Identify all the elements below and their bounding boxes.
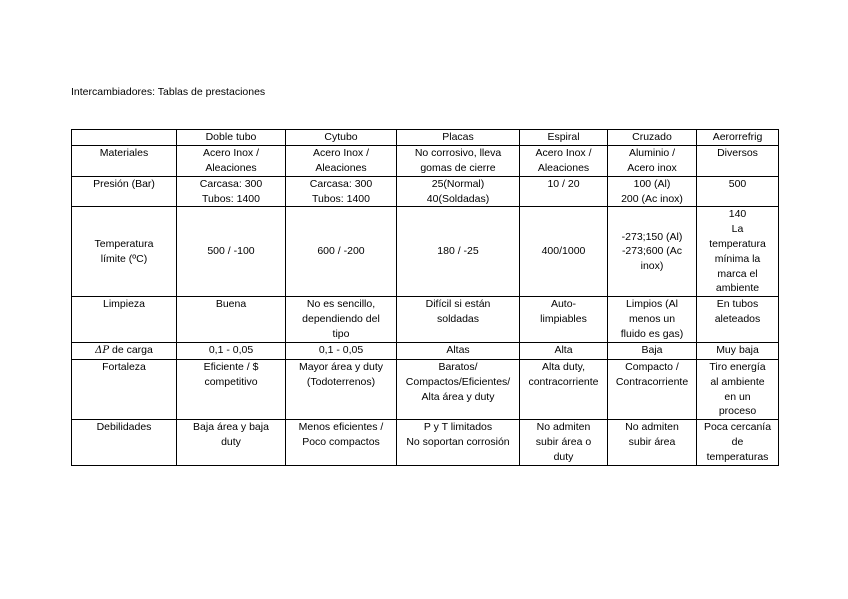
row-label-materiales: Materiales (72, 145, 177, 176)
row-label-limpieza: Limpieza (72, 297, 177, 343)
table-cell: Alta (520, 343, 608, 360)
table-cell: Baja área y baja duty (177, 420, 286, 465)
table-cell: 600 / -200 (286, 207, 397, 297)
table-cell: Difícil si están soldadas (397, 297, 520, 343)
column-header-cytubo: Cytubo (286, 130, 397, 146)
table-cell: Acero Inox / Aleaciones (286, 145, 397, 176)
delta-p-suffix: de carga (109, 344, 153, 357)
table-cell: No es sencillo, dependiendo del tipo (286, 297, 397, 343)
table-cell: 10 / 20 (520, 176, 608, 207)
table-cell: 0,1 - 0,05 (177, 343, 286, 360)
table-cell: No admiten subir área o duty (520, 420, 608, 465)
table-cell: Poca cercanía de temperaturas (697, 420, 779, 465)
column-header-espiral: Espiral (520, 130, 608, 146)
table-cell: Menos eficientes / Poco compactos (286, 420, 397, 465)
table-row (72, 176, 779, 207)
column-header-doble-tubo: Doble tubo (177, 130, 286, 146)
table-cell: Tiro energía al ambiente en un proceso (697, 359, 779, 419)
column-header-aerorrefrig: Aerorrefrig (697, 130, 779, 146)
table-cell: 0,1 - 0,05 (286, 343, 397, 360)
row-label-fortaleza: Fortaleza (72, 359, 177, 419)
table-cell: Acero Inox / Aleaciones (177, 145, 286, 176)
table-cell: Limpios (Al menos un fluido es gas) (608, 297, 697, 343)
table-cell: 400/1000 (520, 207, 608, 297)
table-cell: Baratos/ Compactos/Eficientes/ Alta área y duty (397, 359, 520, 419)
page-title: Intercambiadores: Tablas de prestaciones (71, 86, 266, 98)
table-cell: Buena (177, 297, 286, 343)
table-cell: Mayor área y duty (Todoterrenos) (286, 359, 397, 419)
table-cell: Carcasa: 300 Tubos: 1400 (177, 176, 286, 207)
table-cell: 180 / -25 (397, 207, 520, 297)
table-row (72, 359, 779, 419)
table-cell: 100 (Al) 200 (Ac inox) (608, 176, 697, 207)
row-label-debilidades: Debilidades (72, 420, 177, 465)
table-row (72, 145, 779, 176)
table-cell: -273;150 (Al) -273;600 (Ac inox) (608, 207, 697, 297)
table-cell: Carcasa: 300 Tubos: 1400 (286, 176, 397, 207)
table-row (72, 420, 779, 465)
header-empty-cell (72, 130, 177, 146)
table-cell: Baja (608, 343, 697, 360)
table-cell: Alta duty, contracorriente (520, 359, 608, 419)
table-cell: Muy baja (697, 343, 779, 360)
column-header-placas: Placas (397, 130, 520, 146)
table-cell: No corrosivo, lleva gomas de cierre (397, 145, 520, 176)
table-cell: En tubos aleteados (697, 297, 779, 343)
row-label-delta-p (72, 343, 177, 360)
table-cell: Altas (397, 343, 520, 360)
table-cell: P y T limitados No soportan corrosión (397, 420, 520, 465)
table-cell: Auto- limpiables (520, 297, 608, 343)
performance-table (71, 129, 779, 466)
table-cell: 25(Normal) 40(Soldadas) (397, 176, 520, 207)
table-cell: Aluminio / Acero inox (608, 145, 697, 176)
table-header-row (72, 130, 779, 146)
row-label-presion: Presión (Bar) (72, 176, 177, 207)
table-cell: Compacto / Contracorriente (608, 359, 697, 419)
table-row (72, 343, 779, 360)
delta-p-symbol: ΔP (95, 345, 110, 357)
table-cell: Diversos (697, 145, 779, 176)
column-header-cruzado: Cruzado (608, 130, 697, 146)
table-cell: Eficiente / $ competitivo (177, 359, 286, 419)
table-cell: 140 La temperatura mínima la marca el ambiente (697, 207, 779, 297)
table-cell: Acero Inox / Aleaciones (520, 145, 608, 176)
table-row (72, 207, 779, 297)
table-row (72, 297, 779, 343)
table-cell: 500 (697, 176, 779, 207)
table-cell: 500 / -100 (177, 207, 286, 297)
table-cell: No admiten subir área (608, 420, 697, 465)
row-label-temperatura: Temperatura límite (ºC) (72, 207, 177, 297)
